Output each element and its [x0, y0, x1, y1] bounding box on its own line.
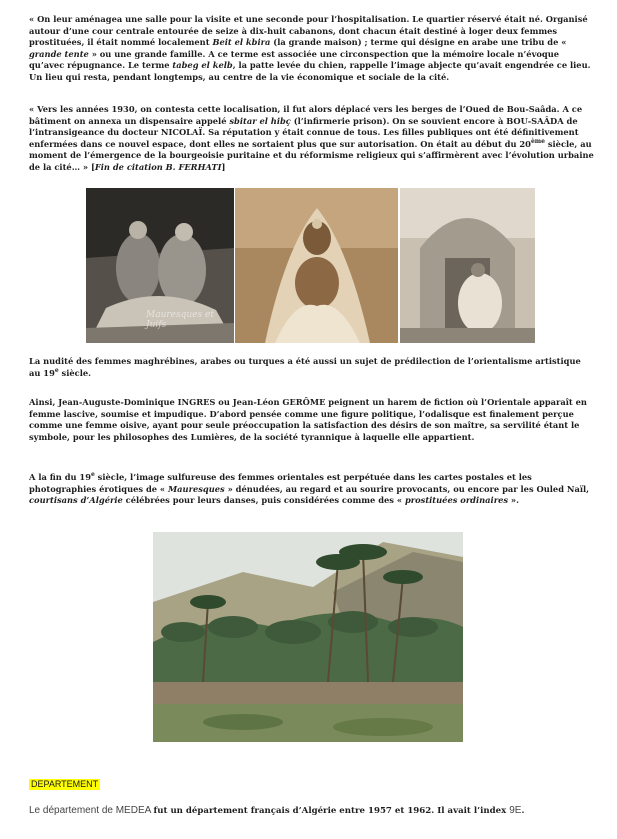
text-run: ] [221, 161, 226, 172]
superscript: e [90, 471, 95, 479]
quote-paragraph-2 [29, 104, 594, 174]
open-quote: « [29, 14, 38, 24]
italic-term: grande tente [29, 48, 89, 59]
text-run: ». [508, 495, 519, 506]
italic-term: sbitar el hibç [229, 115, 291, 126]
text-run: siècle, au moment de l’émergence de la bourgeoisie puritaine et du réformisme religieux qui s’affirmèrent avec l’évolution urbaine de la cité… » [ [29, 138, 594, 172]
text-run: . [521, 806, 525, 816]
italic-term: Beit el kbira [212, 37, 271, 48]
text-run: Ainsi, Jean-Auguste-Dominique INGRES ou Jean-Léon GERÔME peignent un harem de fiction où l’Orientale apparaît en femme lascive, soumise et impudique. D’abord pensée comme une figure politique, l’odalisque est finalement perçue comme une femme oisive, ayant pour seule préoccupation la satisfaction des désirs de son maître, sa servilité étant le symbole, pour les philosophes des Lumières, de la société tyrannique à laquelle elle appartient. [29, 397, 587, 442]
text-run: célébrées pour leurs danses, puis considérées comme des « [122, 495, 405, 506]
sepia-photo-image [235, 188, 398, 343]
photo-two-women-seated [86, 188, 234, 343]
text-run: (l’infirmerie prison). On se souvient encore à BOU-SAÂDA de l’intransigeance du docteur NICOLAÏ. Sa réputation y était connue de tous. Les filles publiques ont été définitivement enfermées dans ce nouvel espace, dont elles ne sortaient plus que sur autorisation. On était au début du 20 [29, 115, 579, 149]
photo-caption: Mauresques et Juifs [146, 310, 214, 330]
italic-term: prostituées ordinaires [404, 495, 509, 506]
text-run: fut un département français d’Algérie entre 1957 et 1962. Il avait l’index [153, 806, 510, 816]
text-run: La nudité des femmes maghrébines, arabes ou turques a été aussi un sujet de prédilection de l’orientalisme artistique au 19 [29, 356, 581, 378]
text-run: A la fin du 19 [29, 472, 91, 482]
text-run: siècle, l’image sulfureuse des femmes orientales est perpétuée dans les cartes postales et les photographies érotiques de « [29, 472, 532, 494]
text-run: siècle. [58, 367, 92, 378]
text-run: » ou une grande famille. A ce terme est associée une circonspection que la mémoire locale n’évoque qu’avec répugnance. Le terme [29, 48, 560, 71]
paragraph-nudite [29, 356, 594, 379]
department-sentence [29, 804, 599, 818]
italic-term: tabeg el kelb [172, 60, 233, 71]
text-run: , la patte levée du chien, rappelle l’image abjecte qu’avait engendrée ce lieu. Un lieu qui resta, pendant longtemps, au centre de la vie économique et sociale de la cité. [29, 60, 591, 82]
text-run: « Vers les années 1930, on contesta cette localisation, il fut alors déplacé vers les berges de l’Oued de Bou-Saâda. A ce bâtiment on annexa un dispensaire appelé [29, 104, 583, 126]
italic-term: courtisans d’Algérie [29, 495, 123, 506]
text-run: Le département de MEDEA [29, 805, 154, 816]
text-run: (la grande maison) ; terme qui désigne en arabe une tribu de « [270, 37, 567, 48]
paragraph-fin-siecle [29, 472, 594, 507]
photo-woman-at-shrine [400, 188, 535, 343]
quote-paragraph-1 [29, 14, 594, 84]
citation-italic: Fin de citation B. [94, 161, 179, 172]
paragraph-ingres [29, 397, 594, 443]
index-code: 9E [509, 805, 522, 816]
photo-oasis-palms [153, 532, 463, 742]
text-run: On leur aménagea une salle pour la visite et une seconde pour l’hospitalisation. Le quartier réservé était né. Organisé autour d’une cour centrale entourée de seize à dix-huit cabanons, dont chacun était destiné à loger deux femmes prostituées, il était nommé localement [29, 14, 588, 48]
sepia-photo-image [400, 188, 535, 343]
section-heading-highlight: DEPARTEMENT [31, 779, 99, 789]
colorized-photo-image [153, 532, 463, 742]
photo-veiled-woman [235, 188, 398, 343]
superscript: ème [530, 138, 545, 146]
citation-author: FERHATI [178, 161, 222, 172]
text-run: » dénudées, au regard et au sourire provocants, ou encore par les Ouled Naïl, [224, 483, 590, 494]
italic-term: Mauresques [168, 483, 225, 494]
superscript: e [54, 366, 59, 374]
